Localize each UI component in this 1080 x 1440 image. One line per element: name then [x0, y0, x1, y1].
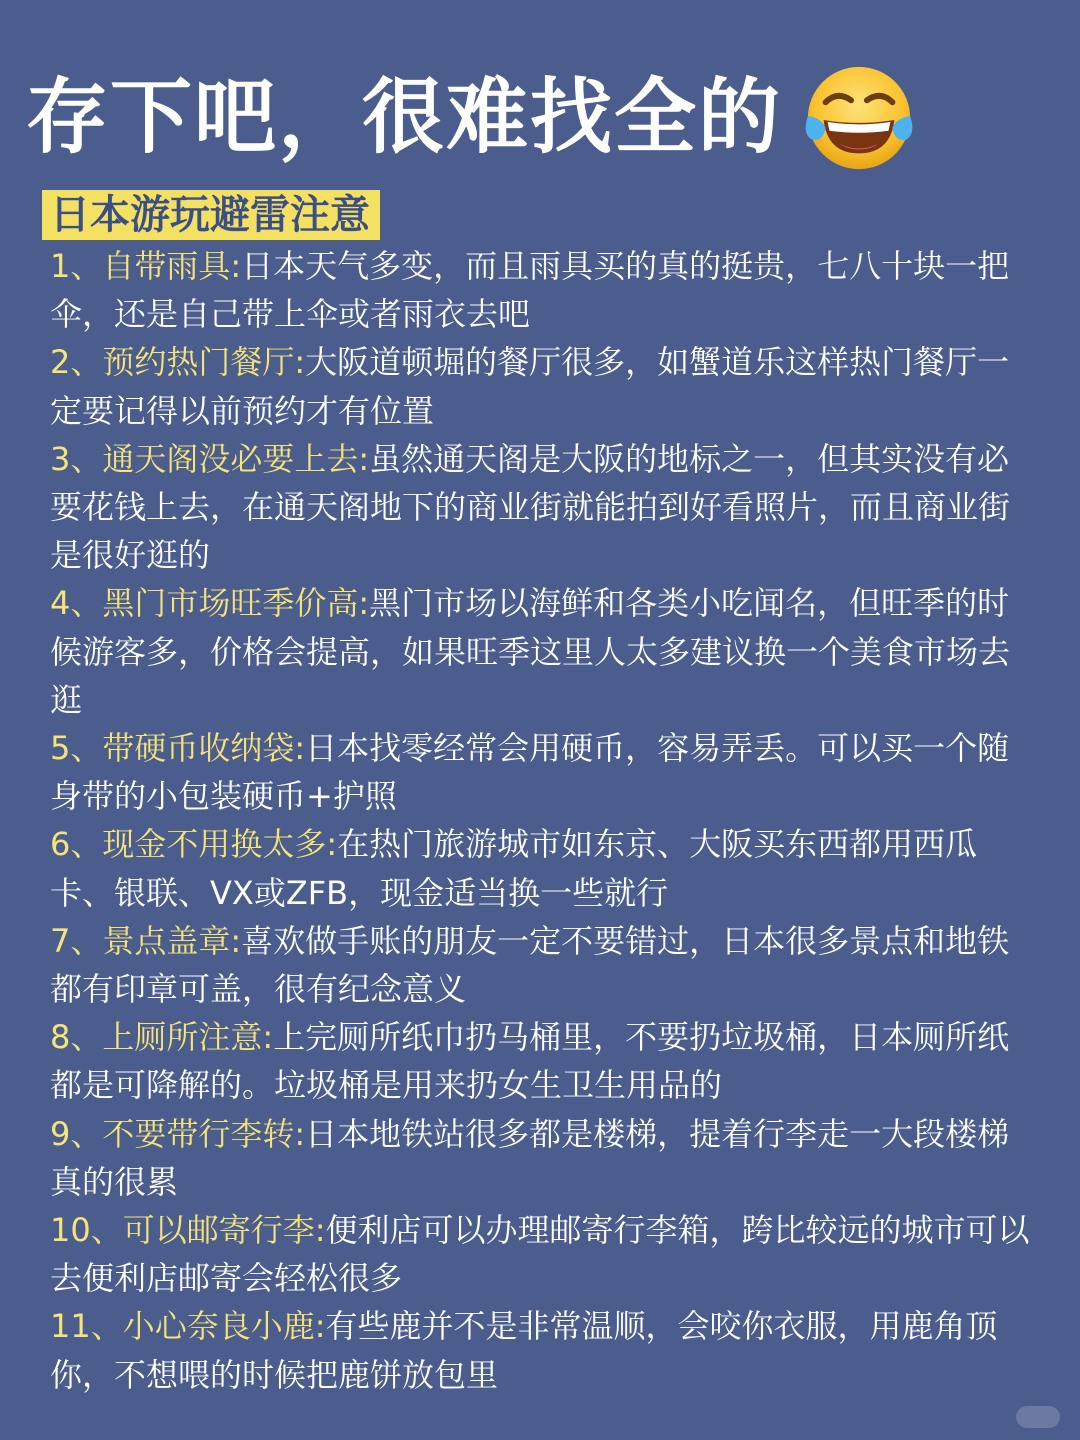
item-heading: 2、预约热门餐厅: — [50, 343, 306, 382]
item-body: 有些鹿并不是非常温顺，会咬你衣服，用鹿角顶你，不想喂的时候把鹿饼放包里 — [50, 1307, 998, 1394]
item-body: 大阪道顿堀的餐厅很多，如蟹道乐这样热门餐厅一定要记得以前预约才有位置 — [50, 343, 1010, 430]
title-row — [26, 58, 1066, 178]
list-item — [50, 242, 1030, 338]
list-item — [50, 1302, 1030, 1398]
page-title: 存下吧，很难找全的 — [26, 70, 783, 165]
item-heading: 11、小心奈良小鹿: — [50, 1307, 326, 1346]
item-heading: 9、不要带行李转: — [50, 1114, 306, 1153]
item-body: 日本天气多变，而且雨具买的真的挺贵，七八十块一把伞，还是自己带上伞或者雨衣去吧 — [50, 247, 1010, 334]
item-heading: 10、可以邮寄行李: — [50, 1211, 326, 1250]
tips-list — [50, 242, 1030, 1399]
list-item — [50, 820, 1030, 916]
list-item — [50, 1013, 1030, 1109]
item-body: 日本找零经常会用硬币，容易弄丢。可以买一个随身带的小包装硬币+护照 — [50, 729, 1010, 816]
item-body: 黑门市场以海鲜和各类小吃闻名，但旺季的时候游客多，价格会提高，如果旺季这里人太多建议换一个美食市场去逛 — [50, 584, 1011, 719]
item-body: 上完厕所纸巾扔马桶里，不要扔垃圾桶，日本厕所纸都是可降解的。垃圾桶是用来扔女生卫生用品的 — [50, 1018, 1010, 1105]
list-item — [50, 1206, 1030, 1302]
list-item — [50, 579, 1030, 724]
list-item — [50, 435, 1030, 580]
list-item — [50, 724, 1030, 820]
item-body: 虽然通天阁是大阪的地标之一，但其实没有必要花钱上去，在通天阁地下的商业街就能拍到好看照片，而且商业街是很好逛的 — [50, 439, 1011, 575]
face-with-tears-of-joy-icon — [800, 59, 918, 177]
item-heading: 7、景点盖章: — [50, 921, 242, 960]
list-item — [50, 1110, 1030, 1206]
item-heading: 5、带硬币收纳袋: — [50, 729, 306, 768]
item-body: 喜欢做手账的朋友一定不要错过，日本很多景点和地铁都有印章可盖，很有纪念意义 — [50, 921, 1010, 1009]
item-body: 便利店可以办理邮寄行李箱，跨比较远的城市可以去便利店邮寄会轻松很多 — [50, 1211, 1030, 1298]
item-body: 在热门旅游城市如东京、大阪买东西都用西瓜卡、银联、VX或ZFB，现金适当换一些就行 — [50, 825, 978, 912]
list-item — [50, 917, 1030, 1013]
item-heading: 6、现金不用换太多: — [50, 825, 338, 864]
watermark-logo — [1016, 1406, 1060, 1428]
item-body: 日本地铁站很多都是楼梯，提着行李走一大段楼梯真的很累 — [50, 1114, 1010, 1201]
item-heading: 3、通天阁没必要上去: — [50, 439, 370, 478]
item-heading: 1、自带雨具: — [50, 247, 242, 285]
subtitle-wrap — [42, 190, 380, 240]
item-heading: 8、上厕所注意: — [50, 1018, 274, 1057]
section-heading: 日本游玩避雷注意 — [42, 190, 380, 240]
item-heading: 4、黑门市场旺季价高: — [50, 584, 370, 623]
list-item — [50, 338, 1030, 434]
